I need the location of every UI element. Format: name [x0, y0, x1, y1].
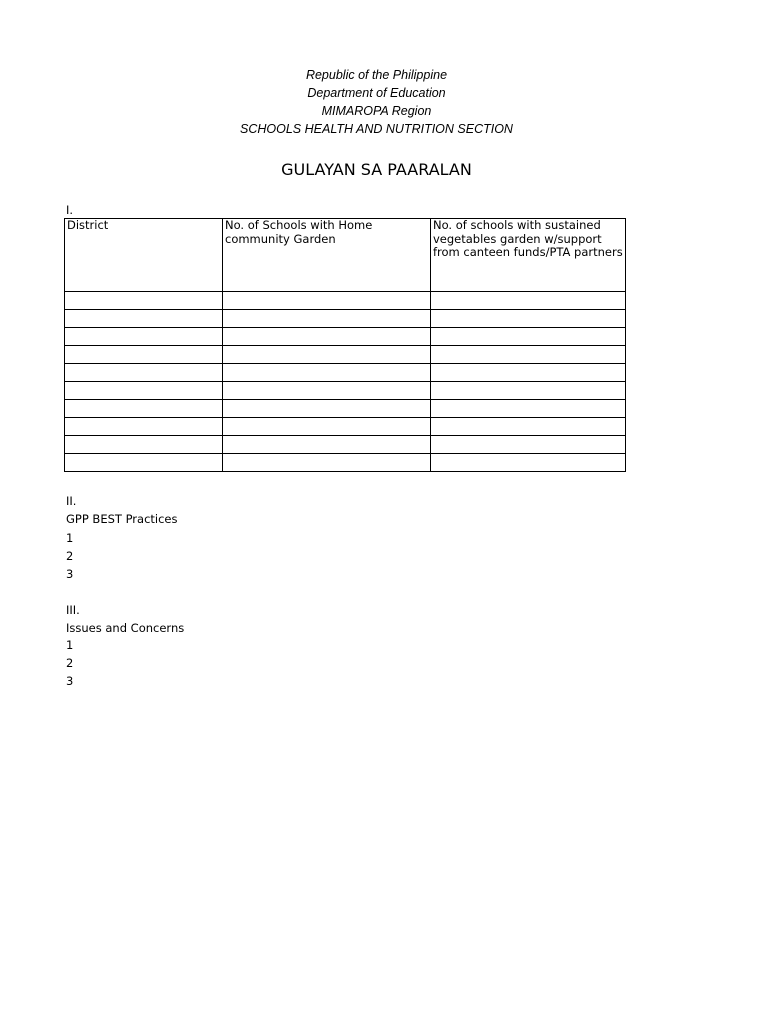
list-item: 1: [66, 638, 74, 652]
table-cell[interactable]: [431, 436, 626, 454]
table-cell[interactable]: [431, 382, 626, 400]
table-row: [65, 400, 626, 418]
section3-label: III.: [66, 603, 80, 617]
column-header-sustained-garden: No. of schools with sustained vegetables garden w/support from canteen funds/PTA partners: [431, 219, 626, 292]
best-practices-heading: GPP BEST Practices: [66, 512, 178, 526]
table-row: [65, 436, 626, 454]
table-cell[interactable]: [431, 418, 626, 436]
table-cell[interactable]: [431, 364, 626, 382]
table-row: [65, 418, 626, 436]
issues-concerns-heading: Issues and Concerns: [66, 621, 185, 635]
table-header-row: [65, 219, 626, 292]
table-row: [65, 454, 626, 472]
table-cell[interactable]: [223, 364, 431, 382]
table-cell[interactable]: [431, 346, 626, 364]
table-row: [65, 310, 626, 328]
table-cell[interactable]: [431, 310, 626, 328]
table-row: [65, 346, 626, 364]
list-item: 2: [66, 549, 74, 563]
table-cell[interactable]: [223, 400, 431, 418]
list-item: 3: [66, 567, 74, 581]
table-cell[interactable]: [65, 400, 223, 418]
table-cell[interactable]: [223, 310, 431, 328]
table-row: [65, 364, 626, 382]
table-cell[interactable]: [65, 328, 223, 346]
table-cell[interactable]: [65, 292, 223, 310]
list-item: 1: [66, 531, 74, 545]
table-cell[interactable]: [223, 328, 431, 346]
header-region: MIMAROPA Region: [321, 104, 432, 118]
table-row: [65, 328, 626, 346]
table-cell[interactable]: [223, 382, 431, 400]
table-cell[interactable]: [65, 364, 223, 382]
table-cell[interactable]: [223, 292, 431, 310]
list-item: 2: [66, 656, 74, 670]
table-row: [65, 292, 626, 310]
table-cell[interactable]: [431, 400, 626, 418]
table-cell[interactable]: [65, 346, 223, 364]
table-cell[interactable]: [65, 418, 223, 436]
document-title: GULAYAN SA PAARALAN: [281, 160, 472, 179]
district-garden-table: [64, 218, 626, 472]
header-section: SCHOOLS HEALTH AND NUTRITION SECTION: [240, 122, 513, 136]
table-cell[interactable]: [431, 328, 626, 346]
table-cell[interactable]: [65, 382, 223, 400]
column-header-home-garden: No. of Schools with Home community Garden: [223, 219, 431, 292]
column-header-district: District: [65, 219, 223, 292]
table-cell[interactable]: [223, 346, 431, 364]
table-row: [65, 382, 626, 400]
table-cell[interactable]: [223, 454, 431, 472]
table-cell[interactable]: [223, 436, 431, 454]
table-cell[interactable]: [431, 292, 626, 310]
table-cell[interactable]: [65, 454, 223, 472]
header-department: Department of Education: [307, 86, 446, 100]
table-cell[interactable]: [65, 436, 223, 454]
header-republic: Republic of the Philippine: [305, 68, 448, 82]
section2-label: II.: [66, 494, 77, 508]
section1-label: I.: [66, 203, 74, 217]
table-cell[interactable]: [65, 310, 223, 328]
list-item: 3: [66, 674, 74, 688]
table-cell[interactable]: [223, 418, 431, 436]
table-cell[interactable]: [431, 454, 626, 472]
